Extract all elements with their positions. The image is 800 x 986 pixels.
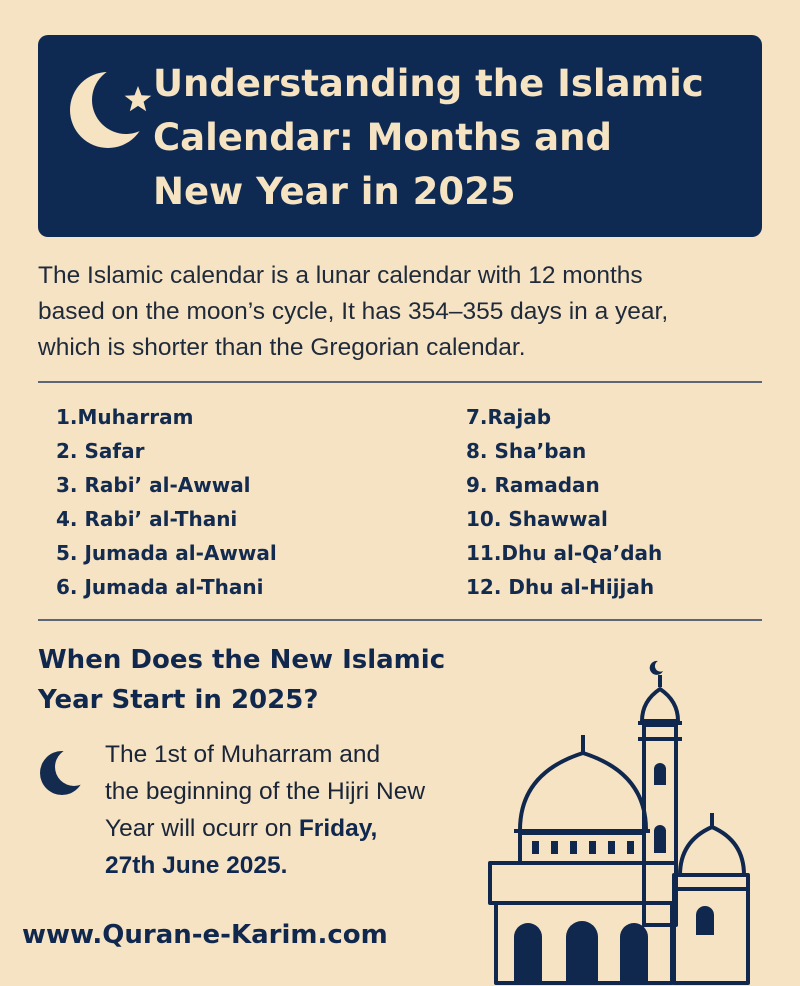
crescent-moon-icon [38,742,88,802]
months-list-left [56,400,277,604]
month-item: 10. Shawwal [466,507,608,531]
intro-line-3: which is shorter than the Gregorian calendar. [38,334,526,361]
month-item: 2. Safar [56,439,145,463]
intro-line-2: based on the moon’s cycle, It has 354–355 days in a year, [38,298,669,325]
page-title [153,57,753,219]
month-item: 4. Rabi’ al-Thani [56,507,238,531]
date-text: 27th June 2025. [105,852,288,879]
month-item: 3. Rabi’ al-Awwal [56,473,251,497]
text-line-2: the beginning of the Hijri New [105,778,426,805]
title-line-1: Understanding the Islamic [153,62,704,105]
months-list-right [466,400,662,604]
new-year-heading [38,640,508,720]
text-line-3: Year will ocurr on [105,815,299,842]
divider-top [38,381,762,383]
title-line-3: New Year in 2025 [153,170,516,213]
intro-line-1: The Islamic calendar is a lunar calendar with 12 months [38,262,643,289]
title-banner [38,35,762,237]
month-item: 11.Dhu al-Qa’dah [466,541,663,565]
month-item: 8. Sha’ban [466,439,587,463]
month-item: 7.Rajab [466,405,552,429]
month-item: 12. Dhu al-Hijjah [466,575,655,599]
title-line-2: Calendar: Months and [153,116,612,159]
intro-paragraph [38,258,768,366]
text-line-1: The 1st of Muharram and [105,741,381,768]
month-item: 9. Ramadan [466,473,600,497]
month-item: 1.Muharram [56,405,194,429]
website-url: www.Quran-e-Karim.com [22,920,388,950]
mosque-icon [480,645,760,986]
divider-bottom [38,619,762,621]
date-day: Friday, [298,815,378,842]
month-item: 6. Jumada al-Thani [56,575,264,599]
month-item: 5. Jumada al-Awwal [56,541,277,565]
new-year-text [105,736,505,884]
heading-line-1: When Does the New Islamic [38,645,446,675]
heading-line-2: Year Start in 2025? [38,685,319,715]
